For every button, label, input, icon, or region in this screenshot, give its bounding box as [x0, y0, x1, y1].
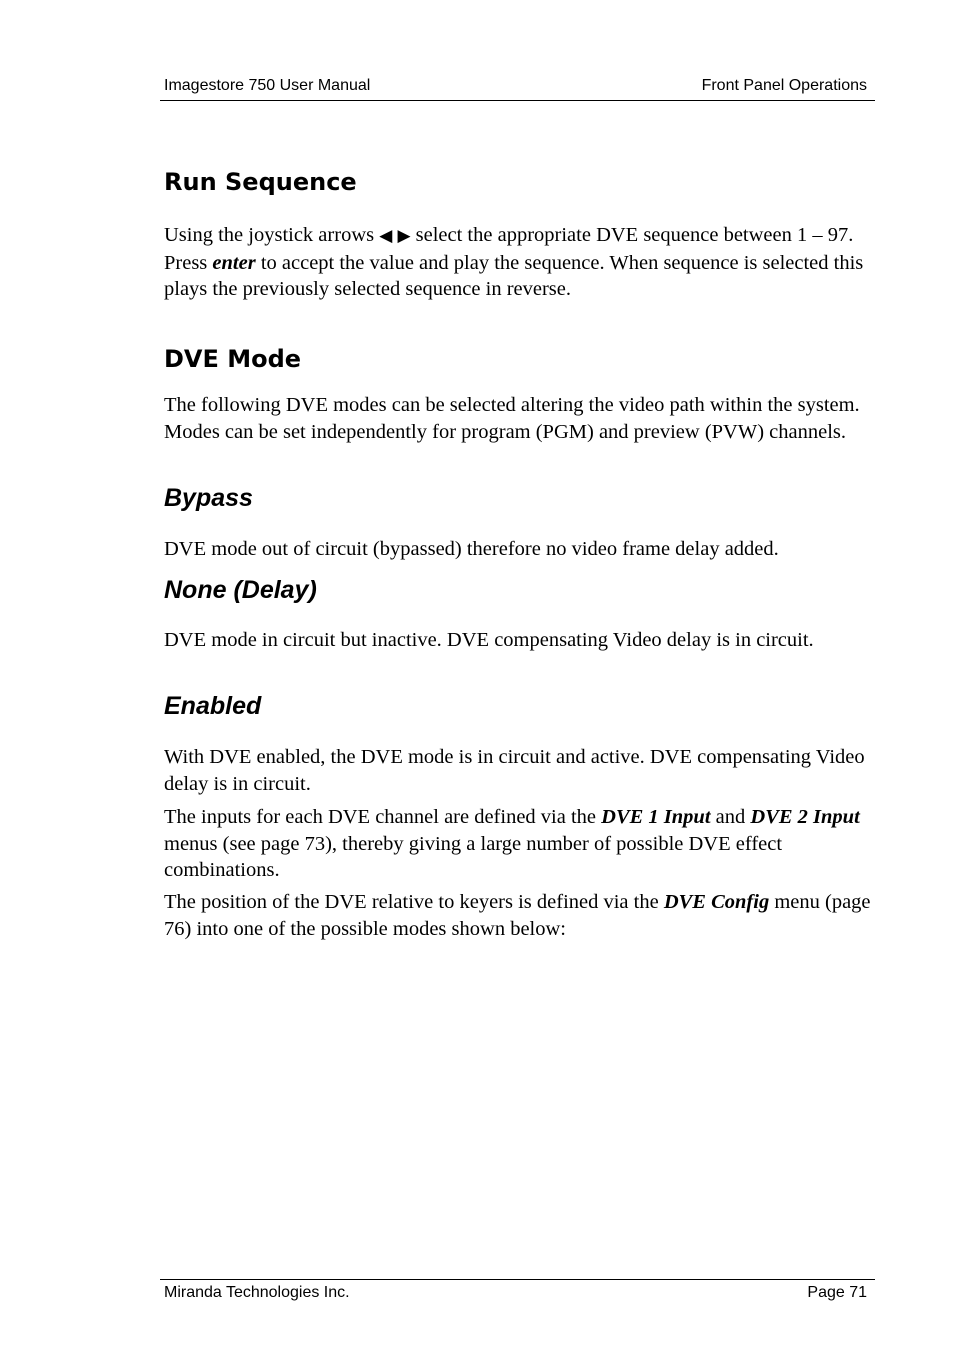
- enter-key-term: enter: [212, 251, 256, 274]
- paragraph-bypass: DVE mode out of circuit (bypassed) therefore no video frame delay added.: [164, 538, 779, 560]
- heading-bypass: Bypass: [164, 484, 253, 512]
- header-manual-title: Imagestore 750 User Manual: [164, 77, 371, 94]
- heading-none-delay: None (Delay): [164, 576, 317, 604]
- heading-dve-mode: DVE Mode: [164, 345, 302, 373]
- header-chapter-title: Front Panel Operations: [701, 77, 867, 94]
- paragraph-dve-mode: The following DVE modes can be selected altering the video path within the system. Modes can be set independently for program (PGM) and preview (PVW) channels.: [164, 394, 860, 443]
- page-header: [160, 76, 875, 101]
- paragraph-enabled-1: With DVE enabled, the DVE mode is in circuit and active. DVE compensating Video delay is in circuit.: [164, 746, 865, 795]
- page-number: Page 71: [807, 1284, 867, 1301]
- dve-config-menu-term: DVE Config: [663, 891, 770, 913]
- footer-company: Miranda Technologies Inc.: [164, 1284, 350, 1301]
- heading-run-sequence: Run Sequence: [164, 168, 357, 196]
- page-footer: [160, 1279, 875, 1301]
- dve1-input-menu-term: DVE 1 Input: [601, 806, 711, 828]
- paragraph-enabled-2: The inputs for each DVE channel are defined via the DVE 1 Input and DVE 2 Input menus (see page 73), thereby giving a large number of possible DVE effect combinations.: [164, 806, 860, 881]
- paragraph-run-sequence: Using the joystick arrows ◀ ▶ select the appropriate DVE sequence between 1 – 97. Press enter to accept the value and play the sequence. When sequence is selected this plays the previously selected sequence in reverse.: [164, 224, 864, 300]
- paragraph-none-delay: DVE mode in circuit but inactive. DVE compensating Video delay is in circuit.: [164, 629, 814, 651]
- dve2-input-menu-term: DVE 2 Input: [750, 806, 860, 828]
- paragraph-enabled-3: The position of the DVE relative to keyers is defined via the DVE Config menu (page 76) into one of the possible modes shown below:: [164, 891, 871, 940]
- arrow-left-icon: ◀: [379, 226, 393, 246]
- heading-enabled: Enabled: [164, 692, 262, 720]
- arrow-right-icon: ▶: [397, 226, 411, 246]
